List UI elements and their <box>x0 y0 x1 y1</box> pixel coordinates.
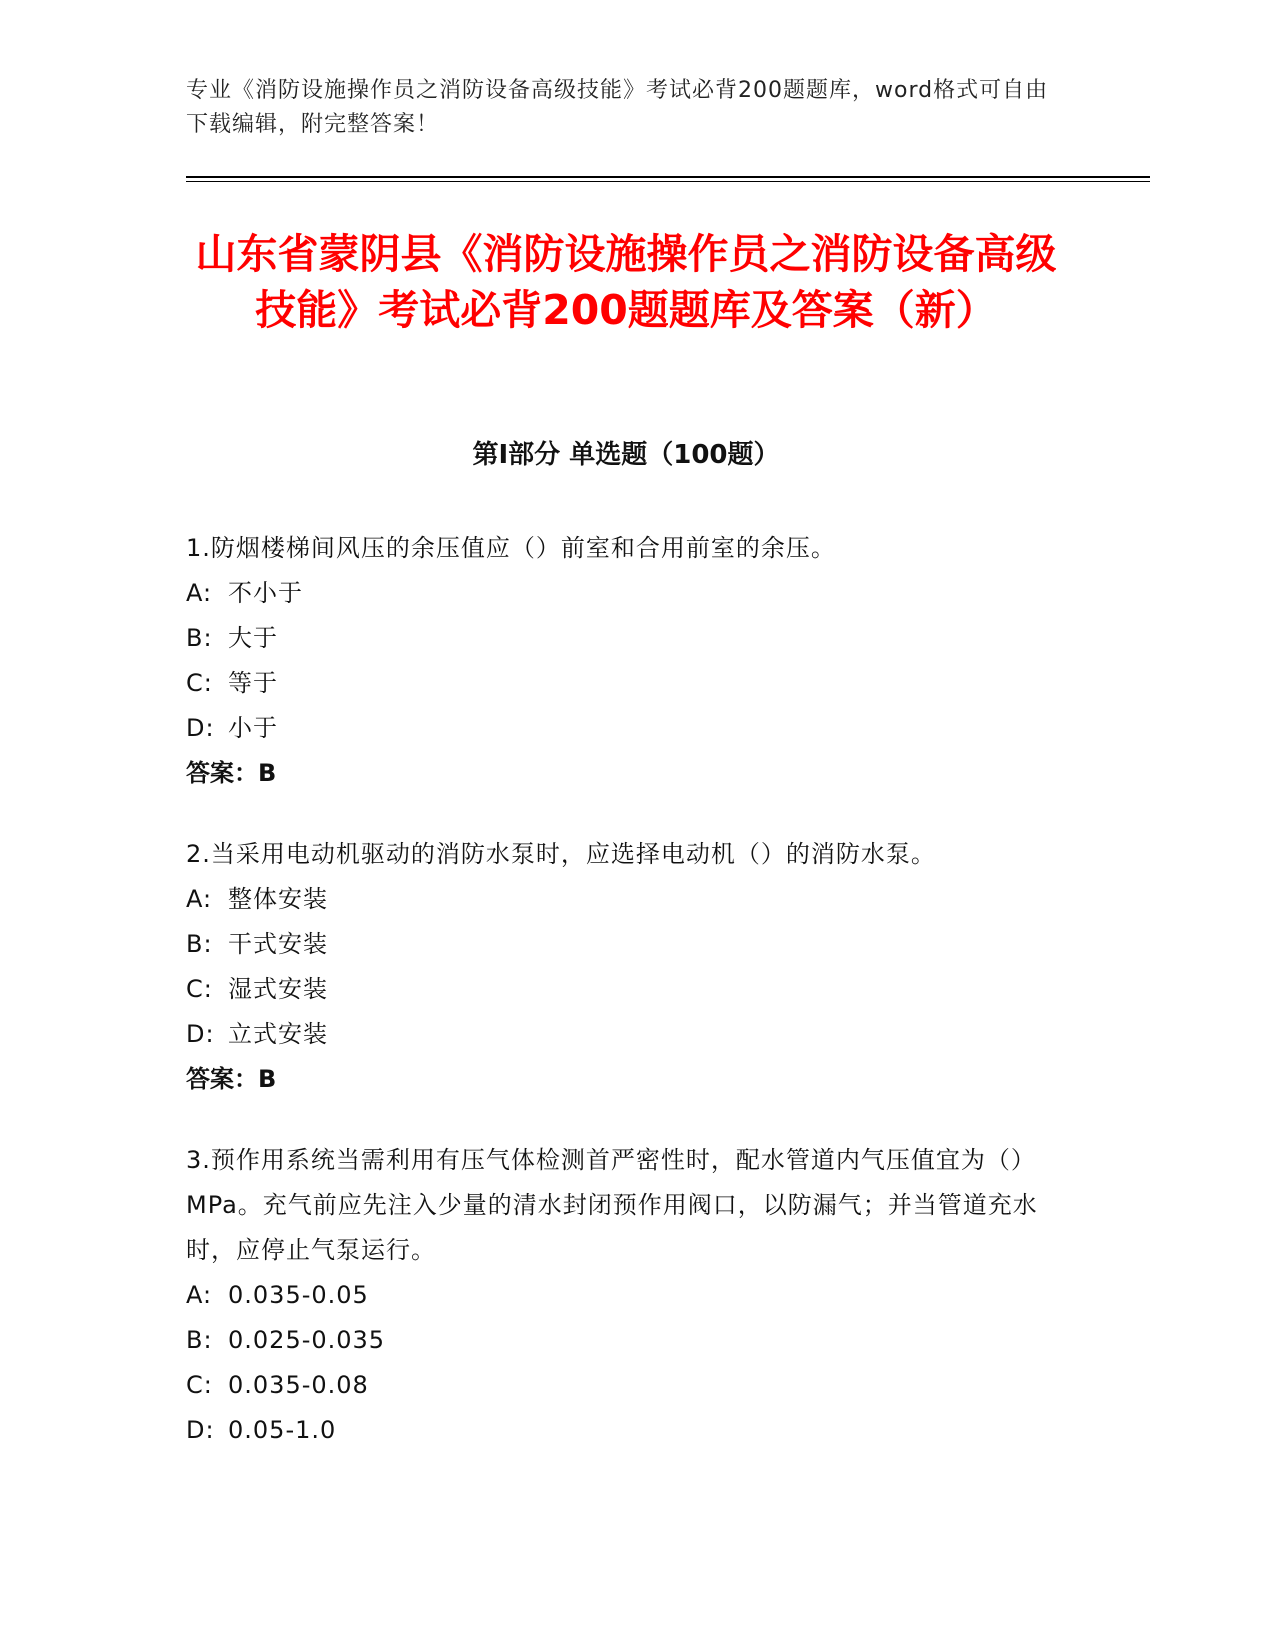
option-a <box>186 571 1066 616</box>
option-text: 不小于 <box>228 579 303 607</box>
option-text: 整体安装 <box>228 885 328 913</box>
option-a <box>186 1273 1066 1318</box>
option-text: 0.035-0.08 <box>228 1371 369 1399</box>
header-note: 专业《消防设施操作员之消防设备高级技能》考试必背200题题库，word格式可自由下载编辑，附完整答案！ <box>186 78 1049 137</box>
option-key: A: <box>186 885 213 913</box>
option-key: D: <box>186 714 215 742</box>
option-c <box>186 967 1066 1012</box>
option-key: C: <box>186 975 213 1003</box>
option-key: A: <box>186 1281 213 1309</box>
option-key: B: <box>186 624 213 652</box>
option-text: 等于 <box>228 669 278 697</box>
option-key: A: <box>186 579 213 607</box>
option-text: 0.025-0.035 <box>228 1326 386 1354</box>
option-key: C: <box>186 669 213 697</box>
section-heading: 第Ⅰ部分 单选题（100题） <box>472 440 780 470</box>
option-text: 小于 <box>228 714 278 742</box>
option-key: D: <box>186 1416 215 1444</box>
option-key: B: <box>186 1326 213 1354</box>
option-c <box>186 1363 1066 1408</box>
option-a <box>186 877 1066 922</box>
option-b <box>186 1318 1066 1363</box>
option-text: 立式安装 <box>228 1020 328 1048</box>
option-key: B: <box>186 930 213 958</box>
option-text: 0.05-1.0 <box>228 1416 337 1444</box>
header-rule-thick <box>186 176 1150 178</box>
question-1 <box>186 526 1066 796</box>
option-b <box>186 922 1066 967</box>
answer-line: 答案：B <box>186 1065 277 1093</box>
option-b <box>186 616 1066 661</box>
option-d <box>186 1408 1066 1453</box>
option-c <box>186 661 1066 706</box>
question-list <box>186 526 1066 1489</box>
option-d <box>186 706 1066 751</box>
option-text: 0.035-0.05 <box>228 1281 369 1309</box>
option-d <box>186 1012 1066 1057</box>
question-3 <box>186 1138 1066 1453</box>
option-text: 大于 <box>228 624 278 652</box>
option-text: 湿式安装 <box>228 975 328 1003</box>
question-stem: 1.防烟楼梯间风压的余压值应（）前室和合用前室的余压。 <box>186 534 836 562</box>
header-rule-thin <box>186 181 1150 182</box>
question-stem: 3.预作用系统当需利用有压气体检测首严密性时，配水管道内气压值宜为（）MPa。充气前应先注入少量的清水封闭预作用阀口，以防漏气；并当管道充水时，应停止气泵运行。 <box>186 1146 1038 1264</box>
document-title: 山东省蒙阴县《消防设施操作员之消防设备高级技能》考试必背200题题库及答案（新） <box>195 230 1057 334</box>
question-2 <box>186 832 1066 1102</box>
question-stem: 2.当采用电动机驱动的消防水泵时，应选择电动机（）的消防水泵。 <box>186 840 936 868</box>
option-key: C: <box>186 1371 213 1399</box>
option-text: 干式安装 <box>228 930 328 958</box>
option-key: D: <box>186 1020 215 1048</box>
answer-line: 答案：B <box>186 759 277 787</box>
